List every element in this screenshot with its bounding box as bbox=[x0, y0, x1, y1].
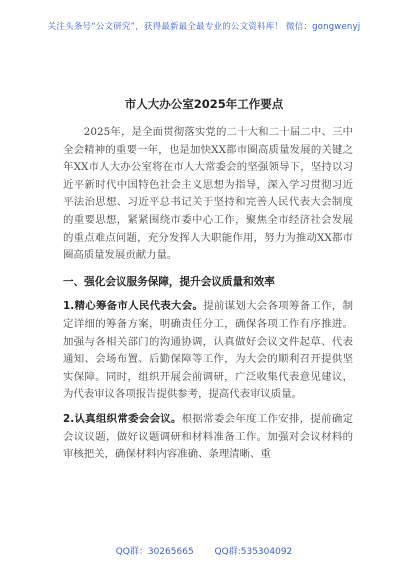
item-paragraph-2 bbox=[63, 411, 353, 464]
header-banner: 关注头条号“公文研究”，获得最新最全最专业的公文资料库！ 微信：gongwenyj bbox=[47, 22, 361, 32]
document-body bbox=[63, 124, 353, 464]
footer-qq-group-1: QQ群：30265665 bbox=[115, 547, 194, 557]
section-heading-1: 一、强化会议服务保障，提升会议质量和效率 bbox=[63, 275, 275, 288]
item-lead-1: 1.精心筹备市人民代表大会。 bbox=[63, 300, 204, 313]
page-title: 市人大办公室2025年工作要点 bbox=[124, 97, 284, 111]
item-paragraph-1 bbox=[63, 298, 353, 404]
footer-qq-group-2: QQ群:535304092 bbox=[214, 547, 293, 557]
footer-contacts bbox=[0, 544, 408, 557]
intro-paragraph: 2025年，是全面贯彻落实党的二十大和二十届二中、三中全会精神的重要一年，也是加快XX都市圈高质量发展的关键之年XX市人大办公室将在市人大常委会的坚强领导下，坚持以习近平新时代中国特色社会主义思想为指导，深入学习贯彻习近平法治思想、习近平总书记关于坚持和完善人民代表大会制度的重要思想，紧紧围绕市委中心工作，聚焦全市经济社会发展的重点难点问题，充分发挥人大职能作用，努力为推动XX都市圈高质量发展贡献力量。 bbox=[63, 126, 353, 262]
item-text-1: 提前谋划大会各项筹备工作，制定详细的筹备方案，明确责任分工，确保各项工作有序推进。加强与各相关部门的沟通协调，认真做好会议文件起草、代表通知、会场布置、后勤保障等工作，为大会的顺利召开提供坚实保障。同时，组织开展会前调研，广泛收集代表意见建议，为代表审议各项报告提供参考，提高代表审议质量。 bbox=[63, 300, 353, 401]
item-text-2: 根据常委会年度工作安排，提前确定会议议题，做好议题调研和材料准备工作。加强对会议材料的审核把关，确保材料内容准确、条理清晰、重 bbox=[63, 412, 353, 461]
item-lead-2: 2.认真组织常委会会议。 bbox=[63, 412, 182, 425]
